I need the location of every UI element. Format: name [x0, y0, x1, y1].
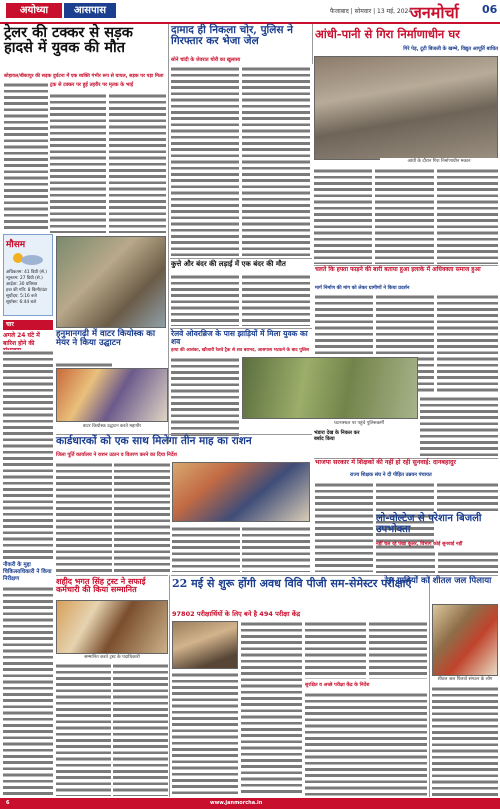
clash-body-col2	[242, 274, 310, 326]
box2-tag-band	[3, 320, 53, 330]
rail-side-head-text: भंडारा देख के निकल कर बर्बाद किया	[314, 430, 360, 442]
voltage-subheadline: नहीं चल रहे पंखा कूलर, विभाग कोई सुनवाई नहीं	[376, 542, 463, 547]
trust-body-col2	[113, 663, 168, 796]
section-tab-ayodhya: अयोध्या	[6, 3, 62, 18]
teacher-subheadline: राज्य शिक्षक संघ ने दी पीड़ित उन्नयन पंचायत	[350, 472, 432, 478]
rail-subheadline: हत्या की आशंका, खौजारी रेलवे ट्रैक से शव बरामद, आसपास भटकने के बाद पुलिस	[171, 348, 310, 353]
storm-body-col3	[437, 168, 498, 264]
box3-title-block	[3, 562, 53, 584]
storm-headline-block	[315, 28, 500, 48]
exam-body-col1	[172, 672, 238, 796]
voltage-headline: लो-वोल्टेज से परेशान बिजली उपभोक्ता	[376, 513, 482, 535]
section-tab-aaspaas: आसपास	[64, 3, 116, 18]
card-subheadline: जिला पूर्ति कार्यालय ने राशन उठान व वितरण करने का दिया निर्देश	[56, 452, 177, 458]
box3-body	[3, 586, 53, 796]
trust-body-col1	[56, 663, 111, 796]
storm-body-col1	[314, 168, 372, 264]
dateline: फैजाबाद | सोमवार | 13 मई, 2024	[330, 8, 413, 15]
passenger-photo	[432, 604, 498, 676]
clash-headline: कुत्ते और बंदर की लड़ाई में एक बंदर की मौत	[171, 259, 286, 268]
trust-headline-block	[56, 577, 168, 599]
trailer-sub2-block	[50, 82, 166, 92]
hanuman-headline: हनुमानगढ़ी में वाटर कियोस्क का मेयर ने किया उद्घाटन	[56, 329, 156, 348]
exam-subheadline: 97802 परीक्षार्थियों के लिए बने है 494 परीक्षा केंद्र	[172, 610, 301, 618]
storm-photo-caption: आंधी के दौरान गिरा निर्माणाधीन मकान	[380, 158, 498, 166]
masthead-logo: जनमोर्चा	[410, 3, 459, 22]
exam-headline: 22 मई से शुरू होंगी अवध विवि पीजी सम-सेमेस्टर परीक्षाएं	[172, 577, 412, 590]
exam-sub2-block	[305, 682, 427, 690]
footer-band	[0, 798, 500, 809]
card-body-col3	[172, 526, 240, 572]
trailer-body-col1	[4, 82, 48, 232]
trust-headline: शहीद भगत सिंह ट्रस्ट ने सफाई कर्मचारी की किया सम्मानित	[56, 576, 146, 595]
exam-photo	[172, 621, 238, 669]
box2-title: अगले 24 घंटे में बारिश होने की	[3, 332, 40, 347]
card-body-col4	[242, 526, 310, 572]
rail-side-head	[314, 430, 362, 448]
card-body-col1	[56, 462, 112, 572]
weather-line: सूर्यास्त: 6:44 बजे	[6, 300, 37, 305]
weather-readings	[6, 270, 50, 306]
weather-line: अधिकतम: 41 डिग्री (से.)	[6, 270, 47, 275]
footer-url: www.janmorcha.in	[210, 800, 263, 806]
box2-body	[3, 350, 53, 560]
trailer-headline: ट्रेलर की टक्कर से सड़क हादसे में युवक की मौत	[4, 24, 133, 57]
exam-body-col4	[369, 621, 427, 679]
ac-headline: चलते कि हफ्ता फाड़ने की बारी बताया हुआ इलाके में अधिवक्ता समाज हुआ	[315, 266, 481, 273]
damad-body-col2	[242, 66, 310, 256]
trailer-photo	[56, 236, 166, 328]
storm-sub-block	[318, 46, 498, 54]
voltage-body-col2	[438, 551, 498, 573]
passenger-body-top	[420, 396, 498, 456]
voltage-sub-block	[376, 541, 498, 549]
exam-subheadline-2: सुरक्षित व अच्छे परीक्षा केंद्र के निर्देश	[305, 683, 370, 688]
damad-headline: दामाद ही निकला चोर, पुलिस ने गिरफ्तार कर भेजा जेल	[171, 24, 293, 48]
trailer-body-col3	[109, 93, 166, 233]
ac-headline-block	[315, 267, 498, 285]
teacher-body-col3	[437, 482, 498, 512]
rail-headline-block	[171, 330, 313, 346]
passenger-headline-block	[378, 577, 498, 603]
weather-title: मौसम	[6, 240, 26, 250]
weather-line: हवा की गति: 8 किमी/घंटा	[6, 288, 48, 293]
trailer-story-headline-block	[4, 25, 164, 73]
exam-sub-block	[172, 609, 428, 619]
teacher-headline-block	[315, 460, 498, 472]
storm-headline: आंधी-पानी से गिरा निर्माणाधीन घर	[315, 27, 460, 41]
rail-body-col1	[171, 357, 239, 437]
trailer-subheadline-2: ट्रक से टक्कर पर हुई तहरीर पर मृतक के भाई	[50, 82, 134, 88]
card-photo	[172, 462, 310, 522]
box3-title: नौकरी के मुद्दा चिकित्साधिकारी ने किया निरीक्षण	[3, 562, 52, 582]
rail-photo	[242, 357, 418, 419]
card-body-col2	[114, 462, 170, 572]
hanuman-photo-caption: वाटर कियोस्क उद्घाटन करते महापौर	[56, 423, 168, 431]
voltage-headline-block	[376, 514, 498, 540]
rail-headline: रेलवे ओवरब्रिज के पास झाड़ियों में मिला युवक का शव	[171, 329, 308, 346]
card-headline: कार्डधारकों को एक साथ मिलेगा तीन माह का राशन	[56, 435, 252, 447]
weather-line: न्यूनतम: 27 डिग्री (से.)	[6, 276, 43, 281]
weather-line: आर्द्रता: 30 प्रतिशत	[6, 282, 38, 287]
teacher-body-col1	[315, 482, 373, 572]
ac-subheadline: मार्ग निर्माण की मांग को लेकर ग्रामीणों ने किया प्रदर्शन	[315, 286, 410, 291]
damad-body-col1	[171, 66, 239, 256]
teacher-headline: भाजपा सरकार में शिक्षकों की नहीं हो रही सुनवाई: दानबहादुर	[315, 459, 456, 466]
passenger-body	[432, 686, 498, 796]
voltage-body-col1	[376, 551, 435, 573]
hanuman-headline-block	[56, 330, 168, 360]
storm-body-col2	[375, 168, 434, 264]
rail-photo-caption: घटनास्थल पर पहुंचे पुलिसकर्मी	[300, 420, 418, 428]
storm-subheadline: गिरे पेड़, टूटी बिजली के खम्भे, विद्युत आपूर्ति बाधित	[403, 46, 498, 52]
column-rule	[429, 575, 430, 797]
box2-title-block	[3, 332, 53, 348]
trailer-body-col2	[50, 93, 106, 233]
weather-box	[3, 234, 53, 316]
column-rule	[169, 575, 170, 797]
sun-cloud-icon	[6, 250, 50, 266]
trust-photo	[56, 600, 168, 654]
footer-page-number: 6	[6, 800, 10, 806]
trust-photo-caption: सम्मानित करते ट्रस्ट के पदाधिकारी	[56, 654, 168, 662]
damad-sub-block	[171, 57, 311, 65]
passenger-photo-caption: शीतल जल पिलाते संगठन के लोग	[432, 676, 498, 684]
box2-tag: चार	[6, 321, 14, 328]
exam-body-col5	[305, 692, 427, 796]
ac-body-col3	[437, 294, 498, 394]
hanuman-photo	[56, 368, 168, 422]
ac-sub-block	[315, 285, 498, 293]
passenger-headline: रेल यात्रियों को शीतल जल पिलाया	[384, 576, 492, 586]
damad-subheadline: सोने चांदी के जेवरात चोरी का खुलासा	[171, 57, 241, 63]
trailer-sub-block	[4, 73, 166, 81]
teacher-sub-block	[350, 472, 498, 480]
page-number: 06	[482, 3, 498, 16]
storm-photo	[314, 56, 498, 160]
exam-body-col2	[241, 621, 302, 796]
clash-headline-block	[171, 260, 313, 274]
column-rule	[312, 24, 313, 64]
clash-body-col1	[171, 274, 239, 326]
exam-body-col3	[305, 621, 366, 679]
weather-line: सूर्योदय: 5:16 बजे	[6, 294, 37, 299]
card-sub-block	[56, 452, 310, 460]
column-rule	[168, 24, 169, 444]
page-header	[0, 0, 500, 22]
card-headline-block	[56, 436, 310, 451]
damad-headline-block	[171, 25, 311, 59]
trailer-subheadline: सोहावल/बीकापुर की सड़क दुर्घटना में एक व्यक्ति गंभीर रूप से घायल, सड़क पर पड़ा मिला	[4, 74, 164, 79]
rail-sub-block	[171, 347, 313, 355]
